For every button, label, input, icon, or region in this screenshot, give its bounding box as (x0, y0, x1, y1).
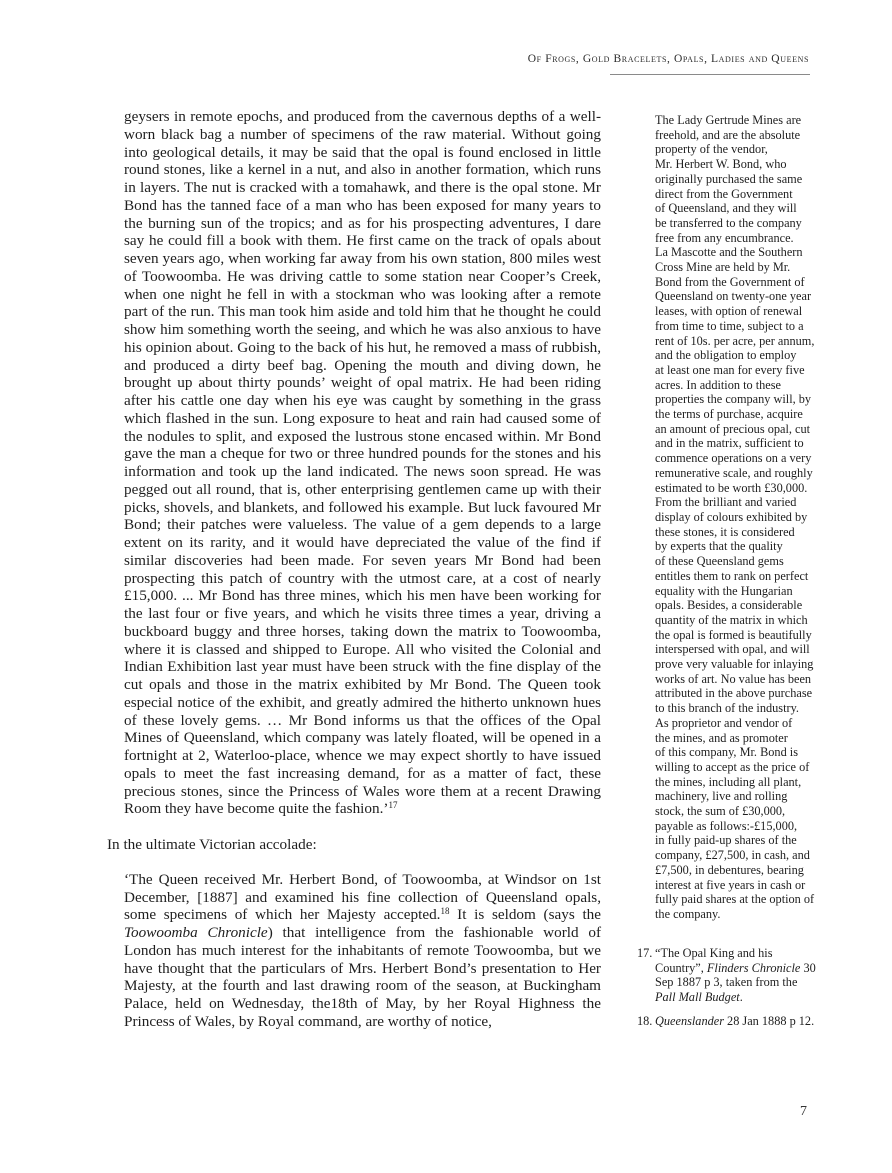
sidebar-line: fully paid shares at the option of (655, 892, 815, 907)
sidebar-line: attributed in the above purchase (655, 686, 813, 701)
sidebar-line: The Lady Gertrude Mines are (655, 113, 802, 127)
sidebar-line: commence operations on a very (655, 451, 812, 466)
sidebar-line: machinery, live and rolling (655, 789, 788, 804)
sidebar-line: from time to time, subject to a (655, 318, 804, 333)
lead-in-sentence: In the ultimate Victorian accolade: (107, 836, 317, 853)
header-rule (610, 74, 810, 75)
quote-paragraph-1 (124, 108, 601, 818)
footnote-body (655, 946, 816, 1005)
sidebar-line: rent of 10s. per acre, per annum, (655, 333, 815, 348)
sidebar-line: As proprietor and vendor of (655, 715, 793, 730)
sidebar-line: company, £27,500, in cash, and (655, 848, 810, 863)
sidebar-line: £7,500, in debentures, bearing (655, 862, 804, 877)
footnote-text: . (739, 990, 743, 1005)
sidebar-line: quantity of the matrix in which (655, 612, 808, 627)
sidebar-line: interest at five years in cash or (655, 877, 806, 892)
sidebar-line: Cross Mine are held by Mr. (655, 260, 791, 275)
footnote-line: Sep 1887 p 3, taken from the (655, 975, 798, 990)
sidebar-line: From the brilliant and varied (655, 495, 797, 510)
sidebar-line: payable as follows:-£15,000, (655, 818, 798, 833)
sidebar-line: opals. Besides, a considerable (655, 598, 803, 613)
sidebar-line: the company. (655, 906, 721, 921)
sidebar-line: freehold, and are the absolute (655, 127, 801, 142)
footnote-ref-18[interactable]: 18 (440, 906, 450, 917)
footnote-text: 28 Jan 1888 p 12. (723, 1014, 815, 1028)
sidebar-line: by experts that the quality (655, 539, 783, 554)
sidebar-line: Bond from the Government of (655, 274, 805, 289)
sidebar-line: the mines, including all plant, (655, 774, 802, 789)
sidebar-line: direct from the Government (655, 186, 793, 201)
sidebar-line: leases, with option of renewal (655, 304, 803, 319)
sidebar-line: acres. In addition to these (655, 377, 782, 392)
sidebar-line: these stones, it is considered (655, 524, 795, 539)
sidebar-line: originally purchased the same (655, 171, 803, 186)
footnote-line (655, 961, 816, 976)
sidebar-line: in fully paid-up shares of the (655, 833, 797, 848)
sidebar-line: works of art. No value has been (655, 671, 812, 686)
sidebar-line: the opal is formed is beautifully (655, 627, 812, 642)
footnote-body (655, 1014, 814, 1029)
footnote-number: 18. (637, 1014, 653, 1028)
sidebar-line: remunerative scale, and roughly (655, 465, 813, 480)
newspaper-title: Queenslander (655, 1014, 724, 1028)
sidebar-line: properties the company will, by (655, 392, 812, 407)
footnote-line (655, 1014, 814, 1029)
sidebar-line: of these Queensland gems (655, 554, 784, 569)
sidebar-line: prove very valuable for inlaying (655, 657, 814, 672)
footnote-text: 30 (800, 960, 816, 975)
footnote-ref-17[interactable]: 17 (388, 800, 398, 811)
newspaper-title: Pall Mall Budget (655, 990, 740, 1005)
sidebar-line: and the obligation to employ (655, 348, 797, 363)
footnote-line: “The Opal King and his (655, 946, 773, 960)
footnote-number: 17. (637, 946, 653, 960)
sidebar-line: entitles them to rank on perfect (655, 568, 809, 583)
sidebar-line: interspersed with opal, and will (655, 642, 810, 657)
sidebar-line: Mr. Herbert W. Bond, who (655, 157, 787, 172)
sidebar-line: Queensland on twenty-one year (655, 289, 812, 304)
newspaper-title: Toowoomba Chronicle (124, 924, 268, 941)
sidebar-line: willing to accept as the price of (655, 759, 810, 774)
sidebar-line: property of the vendor, (655, 142, 768, 157)
sidebar-line: be transferred to the company (655, 215, 802, 230)
sidebar-line: display of colours exhibited by (655, 509, 808, 524)
sidebar-line: of Queensland, and they will (655, 201, 797, 216)
sidebar-line: the mines, and as promoter (655, 730, 788, 745)
running-header: Of Frogs, Gold Bracelets, Opals, Ladies and Queens (527, 53, 809, 65)
sidebar-line: to this branch of the industry. (655, 701, 800, 716)
sidebar-line: at least one man for every five (655, 362, 805, 377)
newspaper-title: Flinders Chronicle (706, 960, 801, 975)
quote-text-1: geysers in remote epochs, and produced from the cavernous depths of a well-worn black bag a number of specimens of the raw material. Without going into geological details, it may be said that the opal is found enclosed in little round stones, like a kernel in a nut, and also in another formation, which runs in layers. The nut is cracked with a tomahawk, and there is the opal stone. Mr Bond has the tanned face of a man who has been exposed for many years to the burning sun of the tropics; and as for his prospecting adventures, I dare say he could fill a book with them. He first came on the track of opals about seven years ago, when working far away from his own station, 800 miles west of Toowoomba. He was driving cattle to some station near Cooper’s Creek, when one night he fell in with a stockman who was looking after a remote part of the run. This man took him aside and told him that he thought he could show him something worth the seeing, and which he was also anxious to have his opinion about. Going to the back of his hut, he removed a mass of rubbish, and produced a dirty beef bag. Opening the mouth and diving down, he brought up about thirty pounds’ weight of opal matrix. He had been riding after his cattle one day when his eye was caught by something in the grass which flashed in the sun. Long exposure to heat and rain had caused some of the nodules to split, and exposed the lustrous stone encased within. Mr Bond gave the man a cheque for two or three hundred pounds for the stones and his information and took up the land indicated. The news soon spread. He was pegged out all round, that is, other enterprising gentlemen came up with their picks, shovels, and blankets, and followed his example. But luck favoured Mr Bond; their patches were valueless. The value of a gem depends to a large extent on its rarity, and it would have depreciated the value of the find if similar discoveries had been made. For seven years Mr Bond had been prospecting this patch of country with the utmost care, at a cost of nearly £15,000. ... Mr Bond has three mines, which his men have been working for the last four or five years, and which he visits three times a year, driving a buckboard buggy and three horses, taking down the matrix to Toowoomba, where it is classed and shipped to Europe. All who visited the Colonial and Indian Exhibition last year must have been struck with the fine display of the cut opals and those in the matrix exhibited by Mr Bond. The Queen took especial notice of the exhibit, and greatly admired the hitherto unknown hues of these lovely gems. … Mr Bond informs us that the offices of the Opal Mines of Queensland, which company was lately floated, will be opened in a fortnight at 2, Waterloo-place, whence we may expect shortly to have issued opals to meet the fast increasing demand, for as a matter of fact, these precious stones, since the Princess of Wales wore them at a recent Drawing Room they have become quite the fashion.’ (124, 108, 601, 818)
sidebar-line: an amount of precious opal, cut (655, 421, 811, 436)
page-number: 7 (800, 1104, 807, 1119)
sidebar-line: of this company, Mr. Bond is (655, 745, 799, 760)
sidebar-line: the terms of purchase, acquire (655, 407, 803, 422)
sidebar-line: and in the matrix, sufficient to (655, 436, 804, 451)
quote-paragraph-2 (124, 871, 601, 1031)
sidebar-line: La Mascotte and the Southern (655, 245, 803, 260)
main-column (107, 108, 602, 1031)
sidebar-line: stock, the sum of £30,000, (655, 804, 786, 819)
sidebar-prospectus (655, 113, 823, 922)
quote-text-2c: ) that intelligence from the fashionable world of London has much interest for the inhabitants of remote Toowoomba, but we have thought that the particulars of Mrs. Herbert Bond’s presentation to Her Majesty, at the fourth and last drawing room of the season, at Buckingham Palace, held on Wednesday, the18th of May, by her Royal Highness the Princess of Wales, by Royal command, are worthy of notice, (124, 924, 602, 1030)
quote-text-2a: ‘The Queen received Mr. Herbert Bond, of Toowoomba, at Windsor on 1st December, [1887] and examined his fine collection of Queensland opals, some specimens of which her Majesty accepted. (124, 870, 601, 924)
sidebar-line: free from any encumbrance. (655, 230, 794, 245)
sidebar-line: estimated to be worth £30,000. (655, 480, 808, 495)
footnote-line (655, 990, 816, 1005)
sidebar-line: equality with the Hungarian (655, 583, 793, 598)
quote-text-2b: It is seldom (says the (449, 906, 601, 924)
footnote-text: Country”, (655, 960, 707, 975)
